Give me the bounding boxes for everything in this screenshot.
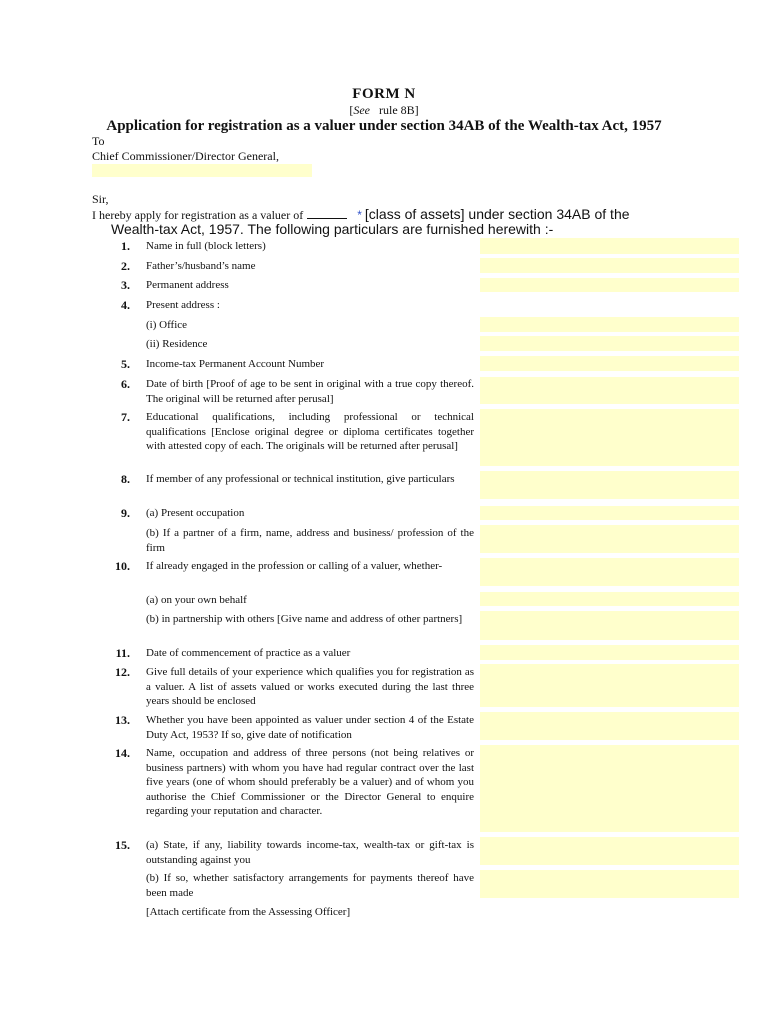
intro-class-text: [class of assets] under section 34AB of the bbox=[364, 206, 630, 222]
answer-field-engaged[interactable] bbox=[480, 558, 739, 586]
item-label: (i) Office bbox=[146, 319, 188, 331]
item-number: 11. bbox=[115, 646, 130, 660]
asset-class-blank[interactable] bbox=[307, 209, 347, 219]
item-number: 5. bbox=[121, 357, 130, 371]
answer-field-firm[interactable] bbox=[480, 525, 739, 553]
answer-field-name[interactable] bbox=[480, 238, 739, 254]
item-label: Give full details of your experience which qualifies you for registration as a valuer. A list of assets valued or works executed during the last three years should be enclosed bbox=[146, 666, 474, 707]
answer-field-date-of-birth[interactable] bbox=[480, 377, 739, 404]
item-label: If already engaged in the profession or calling of a valuer, whether- bbox=[146, 560, 443, 572]
item-label: Date of birth [Proof of age to be sent in original with a true copy thereof. The original will be returned after perusal] bbox=[146, 378, 474, 405]
to-label: To bbox=[92, 134, 105, 148]
item-number: 13. bbox=[115, 713, 130, 727]
item-number: 1. bbox=[121, 239, 130, 253]
attach-note: [Attach certificate from the Assessing Officer] bbox=[146, 906, 351, 918]
rule-reference bbox=[0, 103, 768, 118]
item-number: 10. bbox=[115, 559, 130, 573]
item-number: 12. bbox=[115, 665, 130, 679]
item-label: (b) in partnership with others [Give name and address of other partners] bbox=[146, 613, 463, 625]
item-number: 9. bbox=[121, 506, 130, 520]
item-number: 4. bbox=[121, 298, 130, 312]
salutation: Sir, bbox=[92, 192, 109, 206]
item-label: Date of commencement of practice as a valuer bbox=[146, 647, 351, 659]
item-number: 15. bbox=[115, 838, 130, 852]
form-title: FORM N bbox=[352, 86, 416, 102]
intro-star: * bbox=[357, 208, 362, 222]
item-label: Income-tax Permanent Account Number bbox=[146, 358, 325, 370]
answer-field-partnership[interactable] bbox=[480, 611, 739, 640]
application-title: Application for registration as a valuer under section 34AB of the Wealth-tax Act, 1957 bbox=[106, 118, 662, 134]
addressee-field[interactable] bbox=[92, 164, 312, 177]
answer-field-residence-address[interactable] bbox=[480, 336, 739, 351]
item-label: Father’s/husband’s name bbox=[146, 260, 256, 272]
item-number: 14. bbox=[115, 746, 130, 760]
item-label: (b) If a partner of a firm, name, address and business/ profession of the firm bbox=[146, 527, 474, 554]
item-label: Name in full (block letters) bbox=[146, 240, 266, 252]
answer-field-pan[interactable] bbox=[480, 356, 739, 371]
item-number: 6. bbox=[121, 377, 130, 391]
item-label: (ii) Residence bbox=[146, 338, 208, 350]
item-label: If member of any professional or technical institution, give particulars bbox=[146, 473, 455, 485]
item-label: (b) If so, whether satisfactory arrangements for payments thereof have been made bbox=[146, 872, 474, 899]
answer-field-office-address[interactable] bbox=[480, 317, 739, 332]
item-number: 3. bbox=[121, 278, 130, 292]
rule-text: rule 8B] bbox=[379, 103, 419, 117]
item-label: Present address : bbox=[146, 299, 220, 311]
item-label: (a) Present occupation bbox=[146, 507, 245, 519]
intro-start: I hereby apply for registration as a valuer of bbox=[92, 208, 304, 222]
addressee: Chief Commissioner/Director General, bbox=[92, 149, 279, 163]
item-label: (a) State, if any, liability towards income-tax, wealth-tax or gift-tax is outstanding against you bbox=[146, 839, 474, 866]
answer-field-estate-duty[interactable] bbox=[480, 712, 739, 740]
item-label: Permanent address bbox=[146, 279, 229, 291]
rule-see: See bbox=[353, 103, 370, 117]
answer-field-father-name[interactable] bbox=[480, 258, 739, 273]
answer-field-references[interactable] bbox=[480, 745, 739, 832]
item-label: Educational qualifications, including professional or technical qualifications [Enclose original degree or diploma certificates together with attested copy of each. The originals will be returned after perusal] bbox=[146, 411, 474, 452]
intro-line-2: Wealth-tax Act, 1957. The following particulars are furnished herewith :- bbox=[111, 221, 554, 237]
answer-field-occupation[interactable] bbox=[480, 506, 739, 520]
answer-field-payment-arrangements[interactable] bbox=[480, 870, 739, 898]
item-number: 7. bbox=[121, 410, 130, 424]
answer-field-tax-liability[interactable] bbox=[480, 837, 739, 865]
item-number: 2. bbox=[121, 259, 130, 273]
answer-field-own-behalf[interactable] bbox=[480, 592, 739, 606]
answer-field-qualifications[interactable] bbox=[480, 409, 739, 466]
answer-field-experience[interactable] bbox=[480, 664, 739, 707]
rule-bracket: [ bbox=[349, 103, 354, 117]
answer-field-permanent-address[interactable] bbox=[480, 278, 739, 292]
answer-field-membership[interactable] bbox=[480, 471, 739, 499]
item-label: Whether you have been appointed as valuer under section 4 of the Estate Duty Act, 1953? If so, give date of notification bbox=[146, 714, 474, 741]
item-number: 8. bbox=[121, 472, 130, 486]
answer-field-commencement[interactable] bbox=[480, 645, 739, 660]
item-label: (a) on your own behalf bbox=[146, 594, 247, 606]
item-label: Name, occupation and address of three persons (not being relatives or business partners) with whom you have had regular contract over the last five years (one of whom should preferably be a valuer) and of whom you authorise the Chief Commissioner or the Director General to enquire regarding your reputation and character. bbox=[146, 747, 474, 817]
